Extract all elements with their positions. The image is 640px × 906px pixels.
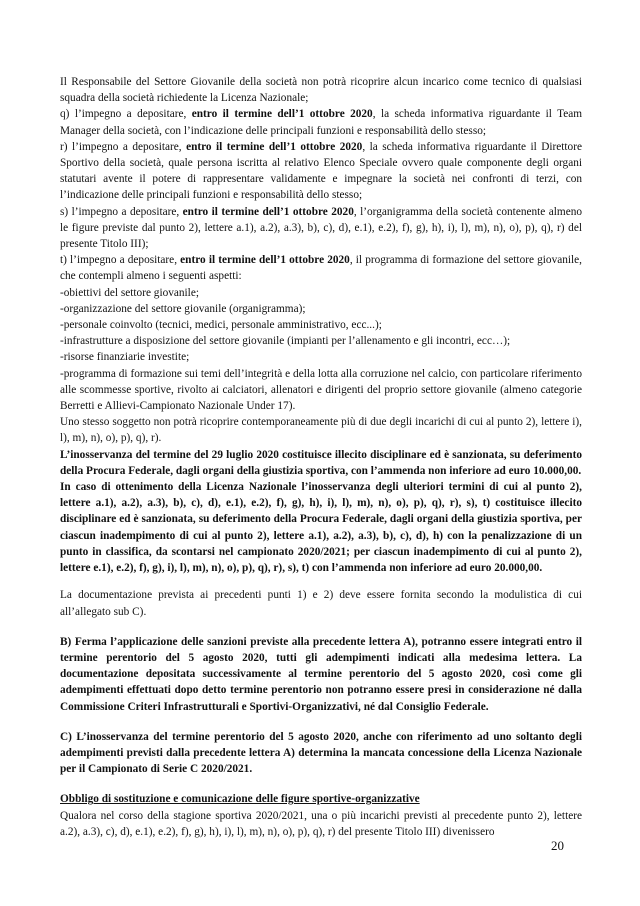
item-r-prefix: r) l’impegno a depositare, [60,140,187,153]
item-t [60,252,582,284]
item-r [60,139,582,204]
item-s-prefix: s) l’impegno a depositare, [60,205,183,218]
paragraph-documentazione: La documentazione prevista ai precedenti punti 1) e 2) deve essere fornita secondo la modulistica di cui all’allegato sub C). [60,589,582,618]
list-item: -obiettivi del settore giovanile; [60,286,199,299]
list-item: -risorse finanziarie investite; [60,351,190,364]
list-item: -organizzazione del settore giovanile (organigramma); [60,302,306,315]
paragraph-section-b: B) Ferma l’applicazione delle sanzioni previste alla precedente lettera A), potranno essere integrati entro il termine perentorio del 5 agosto 2020, tutti gli adempimenti indicati alla medesima lettera. La documentazione depositata successivamente al termine perentorio del 5 agosto 2020, così come gli adempimenti effettuati dopo detto termine perentorio non potranno essere presi in considerazione né dalla Commissione Criteri Infrastrutturali e Sportivi-Organizzativi, né dal Consiglio Federale. [60,635,582,713]
item-s [60,204,582,253]
paragraph-sanction-2: In caso di ottenimento della Licenza Nazionale l’inosservanza degli ulteriori termini di cui al punto 2), lettere a.1), a.2), a.3), b), c), d), e.1), e.2), f), g), h), i), l), m), n), o), p), q), r), s), t) costituisce illecito disciplinare ed è sanzionata, su deferimento della Procura Federale, dagli organi della giustizia sportiva, per ciascun inadempimento di cui al punto 2), lettere a.1), a.2), a.3), b), c), d), h) con la penalizzazione di un punto in classifica, da scontarsi nel campionato 2020/2021; per ciascun inadempimento di cui al punto 2), lettere e.1), e.2), f), g), i), l), m), n), o), p), q), r), s), t) con l’ammenda non inferiore ad euro 20.000,00. [60,481,582,575]
item-s-deadline: entro il termine dell’1 ottobre 2020 [182,205,354,218]
list-item: -personale coinvolto (tecnici, medici, personale amministrativo, ecc...); [60,319,382,332]
item-q [60,106,582,138]
page-number: 20 [551,838,564,853]
section-heading: Obbligo di sostituzione e comunicazione delle figure sportive-organizzative [60,793,420,806]
paragraph-qualora: Qualora nel corso della stagione sportiva 2020/2021, una o più incarichi previsti al precedente punto 2), lettere a.2), a.3), c), d), e.1), e.2), f), g), h), i), l), m), n), o), p), q), r) del presente Titolo III) divenissero [60,809,582,838]
item-q-prefix: q) l’impegno a depositare, [60,108,192,121]
document-body [60,74,582,840]
paragraph-sanction-1: L’inosservanza del termine del 29 luglio 2020 costituisce illecito disciplinare ed è sanzionata, su deferimento della Procura Federale, dagli organi della giustizia sportiva, con l’ammenda non inferiore ad euro 10.000,00. [60,448,582,477]
item-s-text: , l’organigramma della società contenente almeno le figure previste dal punto 2), lettere a.1), a.2), a.3), b), c), d), e.1), e.2), f), g), h), i), l), m), n), o), p), q), r) del presente Titolo III); [60,205,583,251]
item-t-text: , il programma di formazione del settore giovanile, che contempli almeno i seguenti aspetti: [60,254,582,283]
paragraph-uno-stesso: Uno stesso soggetto non potrà ricoprire contemporaneamente più di due degli incarichi di cui al punto 2), lettere i), l), m), n), o), p), q), r). [60,416,582,445]
item-q-deadline: entro il termine dell’1 ottobre 2020 [191,108,373,121]
item-r-deadline: entro il termine dell’1 ottobre 2020 [186,140,363,153]
item-t-prefix: t) l’impegno a depositare, [60,254,181,267]
paragraph-section-c: C) L’inosservanza del termine perentorio del 5 agosto 2020, anche con riferimento ad uno soltanto degli adempimenti previsti dalla precedente lettera A) determina la mancata concessione della Licenza Nazionale per il Campionato di Serie C 2020/2021. [60,730,582,776]
item-q-text: , la scheda informativa riguardante il Team Manager della società, con l’indicazione delle principali funzioni e responsabilità dello stesso; [60,108,583,137]
paragraph-intro: Il Responsabile del Settore Giovanile della società non potrà ricoprire alcun incarico come tecnico di qualsiasi squadra della società richiedente la Licenza Nazionale; [60,76,582,105]
item-t-deadline: entro il termine dell’1 ottobre 2020 [180,254,350,267]
list-item: -programma di formazione sui temi dell’integrità e della lotta alla corruzione nel calcio, con particolare riferimento alle scommesse sportive, rivolto ai calciatori, allenatori e dirigenti del proprio settore giovanile (almeno categorie Berretti e Allievi-Campionato Nazionale Under 17). [60,367,582,413]
list-item: -infrastrutture a disposizione del settore giovanile (impianti per l’allenamento e gli incontri, ecc…); [60,335,511,348]
item-r-text: , la scheda informativa riguardante il Direttore Sportivo della società, quale persona iscritta al relativo Elenco Speciale ovvero quale componente degli organi statutari avente il potere di rappresentare validamente e impegnare la società nei confronti di terzi, con l’indicazione delle principali funzioni e responsabilità dello stesso; [60,140,582,202]
